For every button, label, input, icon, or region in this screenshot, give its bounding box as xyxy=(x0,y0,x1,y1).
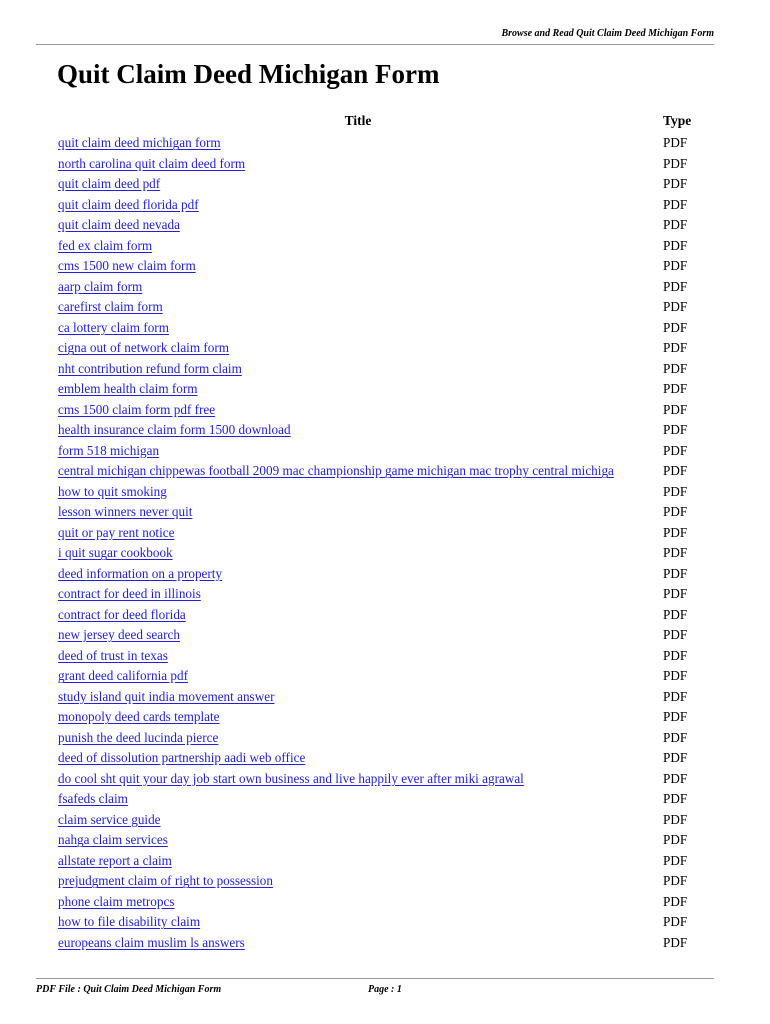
cell-type: PDF xyxy=(663,258,688,274)
document-link[interactable]: quit claim deed florida pdf xyxy=(58,196,199,212)
cell-title xyxy=(56,625,660,646)
document-link[interactable]: phone claim metropcs xyxy=(58,893,175,909)
document-link[interactable]: allstate report a claim xyxy=(58,852,172,868)
cell-title xyxy=(56,666,660,687)
cell-type: PDF xyxy=(663,381,688,397)
table-row xyxy=(56,400,704,421)
cell-title xyxy=(56,789,660,810)
table-row xyxy=(56,625,704,646)
table-body xyxy=(56,133,704,953)
table-row xyxy=(56,297,704,318)
table-row xyxy=(56,256,704,277)
cell-type: PDF xyxy=(663,606,688,622)
cell-title xyxy=(56,810,660,831)
table-row xyxy=(56,133,704,154)
cell-title xyxy=(56,933,660,954)
cell-title xyxy=(56,174,660,195)
cell-type: PDF xyxy=(663,770,688,786)
cell-type: PDF xyxy=(663,237,688,253)
document-link[interactable]: quit claim deed pdf xyxy=(58,176,161,192)
cell-type: PDF xyxy=(663,647,688,663)
cell-title xyxy=(56,338,660,359)
cell-type: PDF xyxy=(663,442,688,458)
table-row xyxy=(56,646,704,667)
cell-type: PDF xyxy=(663,668,688,684)
cell-type: PDF xyxy=(663,401,688,417)
table-row xyxy=(56,707,704,728)
document-link[interactable]: study island quit india movement answer xyxy=(58,688,275,704)
document-link[interactable]: nahga claim services xyxy=(58,832,168,848)
table-row xyxy=(56,338,704,359)
cell-title xyxy=(56,605,660,626)
document-link[interactable]: form 518 michigan xyxy=(58,442,160,458)
document-link[interactable]: cigna out of network claim form xyxy=(58,340,230,356)
document-link[interactable]: ca lottery claim form xyxy=(58,319,169,335)
cell-title xyxy=(56,748,660,769)
document-link[interactable]: how to file disability claim xyxy=(58,914,201,930)
cell-type: PDF xyxy=(663,524,688,540)
document-link[interactable]: contract for deed in illinois xyxy=(58,586,201,602)
cell-type: PDF xyxy=(663,135,688,151)
cell-title xyxy=(56,400,660,421)
cell-type: PDF xyxy=(663,217,688,233)
table-row xyxy=(56,523,704,544)
document-link[interactable]: lesson winners never quit xyxy=(58,504,193,520)
table-header-row xyxy=(56,108,704,133)
cell-title xyxy=(56,195,660,216)
table-row xyxy=(56,236,704,257)
cell-title xyxy=(56,564,660,585)
cell-title xyxy=(56,318,660,339)
cell-title xyxy=(56,482,660,503)
cell-type: PDF xyxy=(663,545,688,561)
cell-type: PDF xyxy=(663,688,688,704)
document-link[interactable]: punish the deed lucinda pierce xyxy=(58,729,219,745)
cell-title xyxy=(56,215,660,236)
cell-title xyxy=(56,256,660,277)
footer-file-label: PDF File : Quit Claim Deed Michigan Form xyxy=(36,984,222,995)
header-divider xyxy=(36,44,714,45)
document-link[interactable]: nht contribution refund form claim xyxy=(58,360,242,376)
cell-type: PDF xyxy=(663,155,688,171)
cell-title xyxy=(56,502,660,523)
cell-type: PDF xyxy=(663,196,688,212)
table-row xyxy=(56,605,704,626)
documents-table xyxy=(56,108,704,953)
cell-type: PDF xyxy=(663,832,688,848)
cell-type: PDF xyxy=(663,278,688,294)
cell-title xyxy=(56,912,660,933)
cell-title xyxy=(56,830,660,851)
table-row xyxy=(56,318,704,339)
table-row xyxy=(56,154,704,175)
document-link[interactable]: carefirst claim form xyxy=(58,299,163,315)
cell-type: PDF xyxy=(663,299,688,315)
cell-type: PDF xyxy=(663,627,688,643)
table-row xyxy=(56,174,704,195)
cell-title xyxy=(56,359,660,380)
document-link[interactable]: how to quit smoking xyxy=(58,483,167,499)
cell-title xyxy=(56,297,660,318)
cell-title xyxy=(56,892,660,913)
cell-type: PDF xyxy=(663,565,688,581)
table-row xyxy=(56,851,704,872)
cell-title xyxy=(56,461,660,482)
table-row xyxy=(56,359,704,380)
cell-type: PDF xyxy=(663,852,688,868)
cell-title xyxy=(56,871,660,892)
table-row xyxy=(56,830,704,851)
cell-type: PDF xyxy=(663,360,688,376)
cell-type: PDF xyxy=(663,319,688,335)
document-link[interactable]: cms 1500 claim form pdf free xyxy=(58,401,216,417)
cell-type: PDF xyxy=(663,504,688,520)
column-header-title: Title xyxy=(344,112,372,128)
cell-type: PDF xyxy=(663,934,688,950)
footer-page-number: Page : 1 xyxy=(368,984,402,995)
table-row xyxy=(56,482,704,503)
cell-type: PDF xyxy=(663,893,688,909)
cell-type: PDF xyxy=(663,340,688,356)
document-link[interactable]: emblem health claim form xyxy=(58,381,198,397)
document-link[interactable]: quit claim deed nevada xyxy=(58,217,180,233)
table-row xyxy=(56,543,704,564)
cell-type: PDF xyxy=(663,422,688,438)
table-row xyxy=(56,584,704,605)
cell-title xyxy=(56,646,660,667)
cell-type: PDF xyxy=(663,873,688,889)
table-row xyxy=(56,420,704,441)
document-link[interactable]: deed information on a property xyxy=(58,565,223,581)
cell-type: PDF xyxy=(663,811,688,827)
table-row xyxy=(56,728,704,749)
document-link[interactable]: deed of trust in texas xyxy=(58,647,168,663)
document-link[interactable]: health insurance claim form 1500 download xyxy=(58,422,291,438)
document-link[interactable]: monopoly deed cards template xyxy=(58,709,220,725)
document-link[interactable]: contract for deed florida xyxy=(58,606,186,622)
table-row xyxy=(56,277,704,298)
table-row xyxy=(56,769,704,790)
cell-title xyxy=(56,707,660,728)
cell-title xyxy=(56,154,660,175)
document-link[interactable]: i quit sugar cookbook xyxy=(58,545,173,561)
cell-type: PDF xyxy=(663,750,688,766)
cell-title xyxy=(56,543,660,564)
cell-type: PDF xyxy=(663,586,688,602)
footer-divider xyxy=(36,978,714,979)
cell-title xyxy=(56,441,660,462)
cell-type: PDF xyxy=(663,463,688,479)
document-link[interactable]: quit claim deed michigan form xyxy=(58,135,221,151)
table-row xyxy=(56,933,704,954)
cell-type: PDF xyxy=(663,483,688,499)
cell-title xyxy=(56,379,660,400)
table-row xyxy=(56,502,704,523)
cell-type: PDF xyxy=(663,709,688,725)
document-link[interactable]: aarp claim form xyxy=(58,278,143,294)
cell-title xyxy=(56,584,660,605)
table-row xyxy=(56,810,704,831)
document-link[interactable]: new jersey deed search xyxy=(58,627,180,643)
cell-title xyxy=(56,236,660,257)
table-row xyxy=(56,687,704,708)
cell-title xyxy=(56,728,660,749)
cell-title xyxy=(56,133,660,154)
document-link[interactable]: prejudgment claim of right to possession xyxy=(58,873,273,889)
table-row xyxy=(56,379,704,400)
document-link[interactable]: fed ex claim form xyxy=(58,237,153,253)
document-link[interactable]: do cool sht quit your day job start own business and live happily ever after miki agrawal xyxy=(58,770,524,786)
document-title: Quit Claim Deed Michigan Form xyxy=(57,59,440,89)
document-link[interactable]: north carolina quit claim deed form xyxy=(58,155,246,171)
document-link[interactable]: central michigan chippewas football 2009 mac championship game michigan mac trophy central michiga xyxy=(58,463,614,479)
table-row xyxy=(56,215,704,236)
table-row xyxy=(56,461,704,482)
cell-title xyxy=(56,420,660,441)
table-row xyxy=(56,871,704,892)
cell-title xyxy=(56,277,660,298)
cell-title xyxy=(56,851,660,872)
document-link[interactable]: claim service guide xyxy=(58,811,161,827)
table-row xyxy=(56,892,704,913)
document-link[interactable]: deed of dissolution partnership aadi web office xyxy=(58,750,306,766)
cell-type: PDF xyxy=(663,729,688,745)
cell-title xyxy=(56,687,660,708)
table-row xyxy=(56,441,704,462)
table-row xyxy=(56,748,704,769)
table-row xyxy=(56,564,704,585)
document-link[interactable]: europeans claim muslim ls answers xyxy=(58,934,245,950)
page-header: Browse and Read Quit Claim Deed Michigan Form xyxy=(501,28,714,39)
table-row xyxy=(56,195,704,216)
table-row xyxy=(56,912,704,933)
document-link[interactable]: fsafeds claim xyxy=(58,791,128,807)
cell-title xyxy=(56,523,660,544)
document-link[interactable]: quit or pay rent notice xyxy=(58,524,175,540)
cell-type: PDF xyxy=(663,176,688,192)
table-row xyxy=(56,666,704,687)
cell-title xyxy=(56,769,660,790)
table-row xyxy=(56,789,704,810)
document-link[interactable]: grant deed california pdf xyxy=(58,668,188,684)
cell-type: PDF xyxy=(663,791,688,807)
cell-type: PDF xyxy=(663,914,688,930)
document-link[interactable]: cms 1500 new claim form xyxy=(58,258,196,274)
column-header-type: Type xyxy=(663,112,692,128)
